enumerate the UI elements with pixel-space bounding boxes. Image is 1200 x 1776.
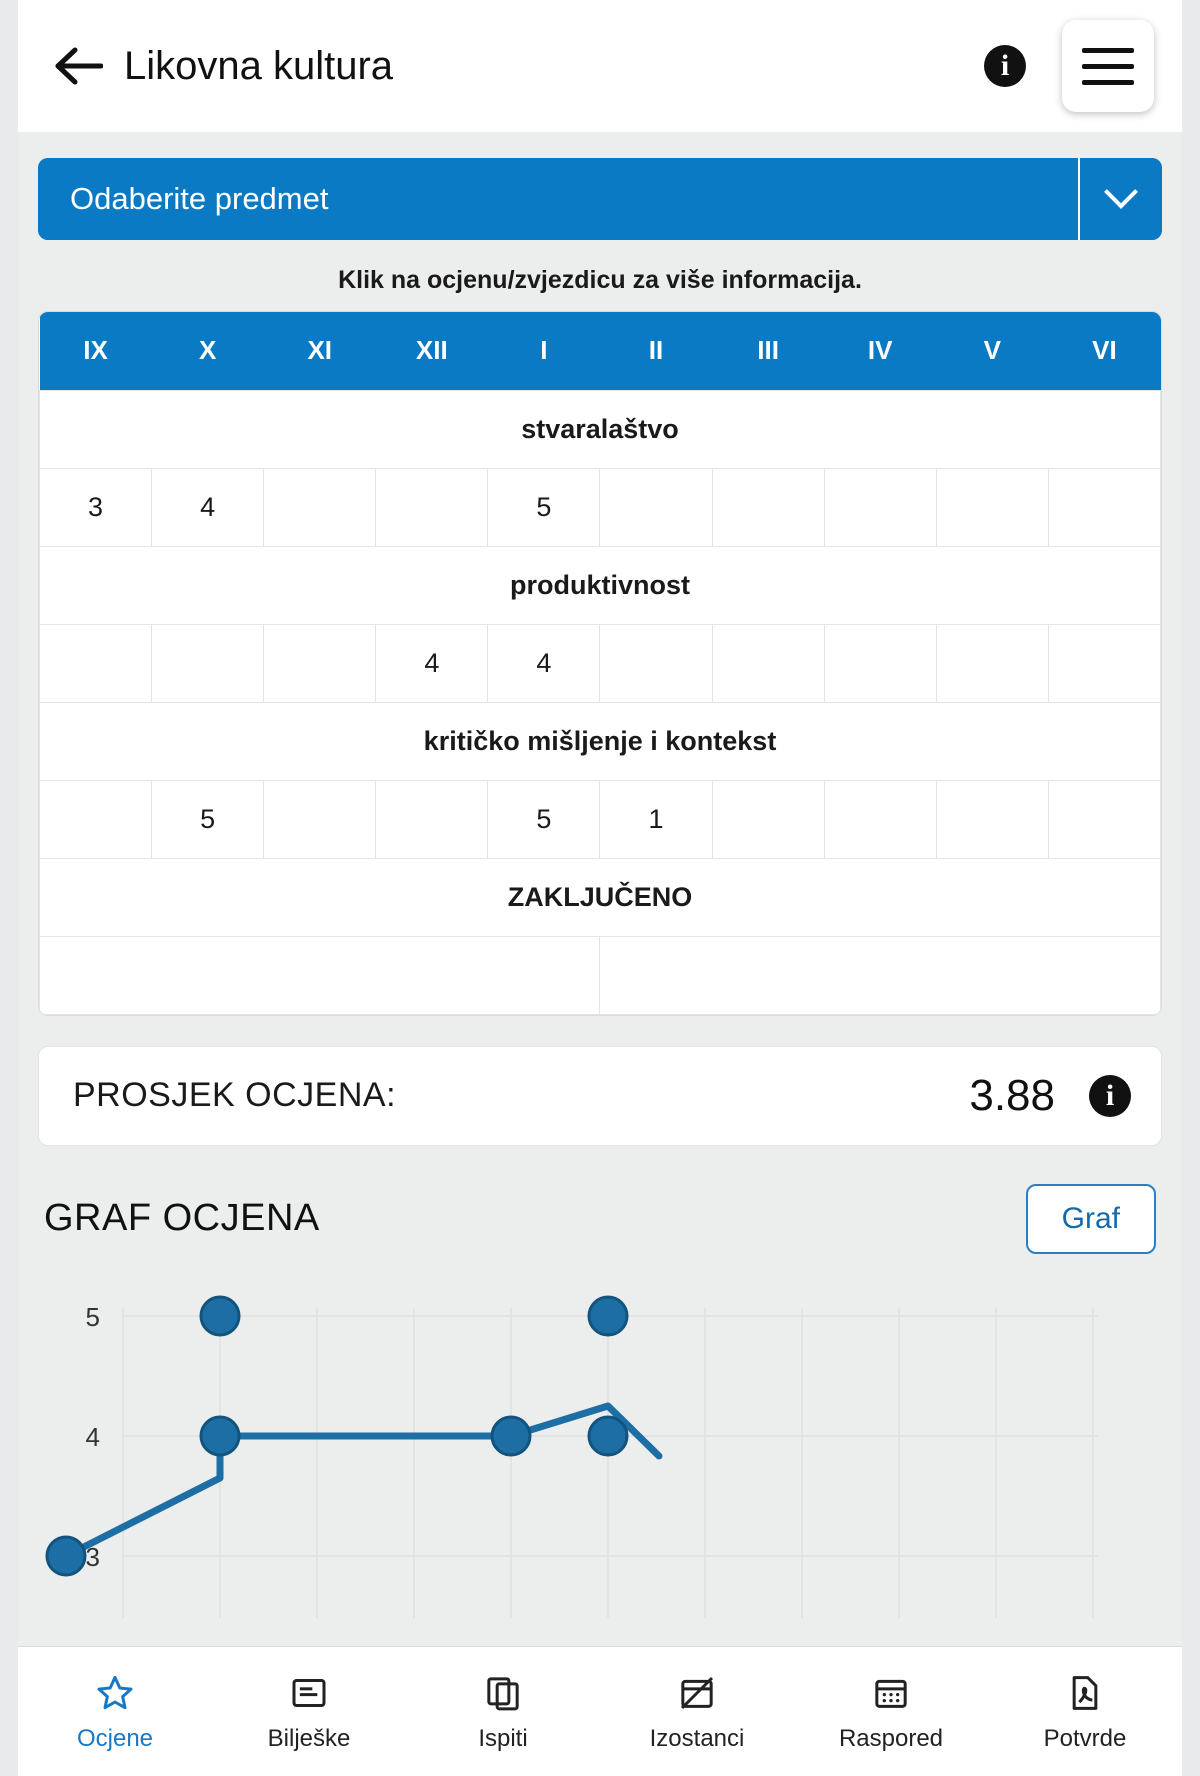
svg-text:5: 5 [85,1301,100,1332]
section-title: stvaralaštvo [40,390,1161,468]
grade-cell[interactable]: 5 [488,468,600,546]
grade-cell[interactable]: 5 [488,780,600,858]
nav-item-izostanci[interactable] [600,1671,794,1753]
subject-select-value[interactable]: Odaberite predmet [38,158,1078,240]
note-icon [289,1671,329,1715]
grade-cell[interactable] [264,780,376,858]
chart-y-labels [86,1302,100,1572]
chart-point[interactable] [492,1417,530,1455]
grade-cell[interactable] [600,468,712,546]
grade-cell[interactable]: 3 [40,468,152,546]
grade-cell[interactable]: 1 [600,780,712,858]
section-title-row [40,858,1161,936]
average-value: 3.88 [969,1070,1055,1120]
chart-point[interactable] [589,1297,627,1335]
table-row [40,780,1161,858]
chart-point[interactable] [201,1417,239,1455]
column-header: IV [824,312,936,390]
nav-item-raspored[interactable] [794,1671,988,1753]
grade-cell[interactable] [936,780,1048,858]
grade-cell[interactable] [40,780,152,858]
nav-item-potvrde[interactable] [988,1671,1182,1753]
column-header: III [712,312,824,390]
nav-label: Ispiti [478,1724,528,1752]
grade-cell[interactable] [936,624,1048,702]
section-title: kritičko mišljenje i kontekst [40,702,1161,780]
chart-point[interactable] [589,1417,627,1455]
chart-line [66,1406,659,1556]
grade-cell[interactable] [824,780,936,858]
grade-cell[interactable] [376,780,488,858]
section-title-row [40,390,1161,468]
calendar-icon [871,1671,911,1715]
grade-cell[interactable] [712,468,824,546]
grade-cell[interactable] [824,624,936,702]
column-header: XII [376,312,488,390]
section-title: produktivnost [40,546,1161,624]
grade-cell[interactable] [264,468,376,546]
chart-gridlines [123,1308,1098,1618]
grade-cell[interactable] [40,624,152,702]
nav-label: Bilješke [267,1724,351,1752]
grade-cell[interactable] [40,936,600,1014]
column-header: I [488,312,600,390]
grade-cell[interactable]: 4 [488,624,600,702]
nav-item-ocjene[interactable] [18,1671,212,1753]
table-row [40,468,1161,546]
hamburger-menu-icon[interactable] [1062,20,1154,112]
info-icon[interactable]: i [984,45,1026,87]
grade-cell[interactable] [600,624,712,702]
grade-cell[interactable]: 4 [152,468,264,546]
grade-cell[interactable] [600,936,1161,1014]
bottom-navigation [18,1646,1182,1776]
nav-item-biljeske[interactable] [212,1671,406,1753]
nav-label: Izostanci [649,1724,745,1752]
svg-text:4: 4 [85,1421,100,1452]
average-label: PROSJEK OCJENA: [73,1076,397,1114]
grade-cell[interactable] [376,468,488,546]
graph-title: GRAF OCJENA [44,1197,320,1239]
info-icon[interactable]: i [1089,1075,1131,1117]
grade-cell[interactable] [824,468,936,546]
page-title: Likovna kultura [124,43,394,88]
table-row [40,624,1161,702]
table-row [40,936,1161,1014]
column-header: XI [264,312,376,390]
chevron-down-icon[interactable] [1078,158,1162,240]
section-title: ZAKLJUČENO [40,858,1161,936]
grades-table [39,312,1161,1015]
app-header [18,0,1182,132]
column-header: X [152,312,264,390]
column-header: V [936,312,1048,390]
grade-cell[interactable] [936,468,1048,546]
average-card [38,1046,1162,1146]
section-title-row [40,702,1161,780]
app-screen [18,0,1182,1776]
grades-table-header-row [40,312,1161,390]
back-arrow-icon[interactable] [50,38,106,94]
grade-cell[interactable] [264,624,376,702]
nav-label: Potvrde [1043,1724,1127,1752]
grade-cell[interactable] [712,780,824,858]
calendar-off-icon [677,1671,717,1715]
graph-header [44,1184,1156,1254]
star-icon [95,1671,135,1715]
grade-cell[interactable] [152,624,264,702]
grades-table-card [38,311,1162,1016]
nav-label: Ocjene [76,1724,154,1752]
column-header: VI [1048,312,1160,390]
nav-item-ispiti[interactable] [406,1671,600,1753]
column-header: II [600,312,712,390]
grades-hint: Klik na ocjenu/zvjezdicu za više informacija. [338,266,862,294]
graf-button[interactable]: Graf [1026,1184,1156,1254]
column-header: IX [40,312,152,390]
pdf-file-icon [1065,1671,1105,1715]
copy-icon [483,1671,523,1715]
subject-select[interactable] [38,158,1162,240]
grade-cell[interactable]: 5 [152,780,264,858]
section-title-row [40,546,1161,624]
grade-cell[interactable] [1048,624,1160,702]
svg-text:3: 3 [85,1541,100,1572]
grade-cell[interactable] [1048,780,1160,858]
chart-point[interactable] [201,1297,239,1335]
grade-cell[interactable] [1048,468,1160,546]
grade-cell[interactable]: 4 [376,624,488,702]
grades-chart [38,1288,1162,1618]
nav-label: Raspored [838,1724,944,1752]
chart-canvas [38,1288,1162,1618]
chart-point[interactable] [47,1537,85,1575]
content-area [18,132,1182,1646]
grade-cell[interactable] [712,624,824,702]
